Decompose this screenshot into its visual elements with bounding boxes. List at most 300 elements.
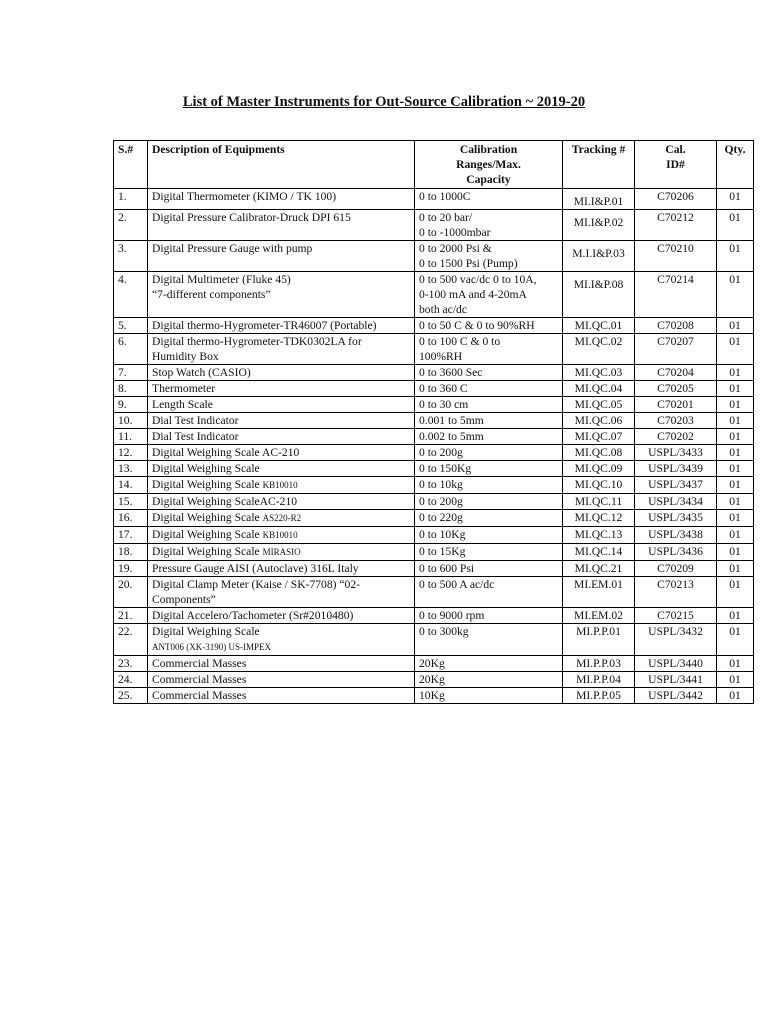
description-line <box>152 688 410 703</box>
table-row <box>114 429 754 445</box>
cell-description <box>148 334 415 365</box>
table-row <box>114 608 754 624</box>
table-row <box>114 413 754 429</box>
cell-tracking: MI.EM.01 <box>563 577 635 608</box>
document-title: List of Master Instruments for Out-Source Calibration ~ 2019-20 <box>182 94 586 110</box>
cell-calibration-range <box>415 494 563 510</box>
description-line-2-text: Components” <box>152 593 216 606</box>
cell-sn: 2. <box>114 210 148 241</box>
description-text: Digital Thermometer (KIMO / TK 100) <box>152 190 337 203</box>
cell-tracking: MI.QC.21 <box>563 561 635 577</box>
description-text: Dial Test Indicator <box>152 430 239 443</box>
cell-qty: 01 <box>717 241 754 272</box>
cell-tracking: MI.EM.02 <box>563 608 635 624</box>
cell-qty: 01 <box>717 461 754 477</box>
cell-description <box>148 210 415 241</box>
cell-calibration-range <box>415 334 563 365</box>
table-row <box>114 397 754 413</box>
cell-cal-id: C70212 <box>635 210 717 241</box>
description-line-2-text: “7-different components” <box>152 288 271 301</box>
range-line-1 <box>419 334 558 349</box>
cell-description <box>148 656 415 672</box>
cell-tracking: MI.QC.09 <box>563 461 635 477</box>
cell-qty: 01 <box>717 656 754 672</box>
cell-qty: 01 <box>717 624 754 656</box>
cell-calibration-range <box>415 544 563 561</box>
cell-sn: 4. <box>114 272 148 318</box>
cell-sn: 11. <box>114 429 148 445</box>
cell-cal-id: C70204 <box>635 365 717 381</box>
instruments-table <box>113 140 754 704</box>
cell-sn: 12. <box>114 445 148 461</box>
cell-calibration-range <box>415 241 563 272</box>
description-text: Digital Pressure Calibrator-Druck DPI 615 <box>152 211 351 224</box>
range-line-1-text: 0 to 360 C <box>419 382 468 395</box>
cell-description <box>148 494 415 510</box>
cell-tracking: MI.QC.13 <box>563 527 635 544</box>
table-body <box>114 189 754 704</box>
range-line-1-text: 0 to 150Kg <box>419 462 472 475</box>
description-line <box>152 210 410 225</box>
cell-tracking: MI.QC.08 <box>563 445 635 461</box>
cell-tracking: MI.QC.06 <box>563 413 635 429</box>
cell-cal-id: USPL/3438 <box>635 527 717 544</box>
description-text: Stop Watch (CASIO) <box>152 366 251 379</box>
description-line <box>152 577 410 592</box>
table-row <box>114 334 754 365</box>
cell-qty: 01 <box>717 688 754 704</box>
range-line-1-text: 0 to 500 A ac/dc <box>419 578 495 591</box>
table-row <box>114 461 754 477</box>
cell-cal-id: USPL/3434 <box>635 494 717 510</box>
cell-description <box>148 561 415 577</box>
table-row <box>114 624 754 656</box>
description-line <box>152 381 410 396</box>
range-line-1 <box>419 210 558 225</box>
description-model: AS220-R2 <box>262 513 302 523</box>
range-line-1 <box>419 413 558 428</box>
description-text: Digital thermo-Hygrometer-TR46007 (Portable) <box>152 319 377 332</box>
cell-sn: 9. <box>114 397 148 413</box>
cell-cal-id: C70203 <box>635 413 717 429</box>
cell-sn: 20. <box>114 577 148 608</box>
cell-description <box>148 577 415 608</box>
cell-description <box>148 445 415 461</box>
table-row <box>114 510 754 527</box>
header-cal-line2: ID# <box>666 158 685 171</box>
range-line-1-text: 0 to 50 C & 0 to 90%RH <box>419 319 535 332</box>
description-text: Digital Clamp Meter (Kaise / SK-7708) “02- <box>152 578 360 591</box>
range-line-1 <box>419 189 558 204</box>
description-text: Digital Multimeter (Fluke 45) <box>152 273 291 286</box>
cell-sn: 3. <box>114 241 148 272</box>
range-line-1-text: 0 to 200g <box>419 446 463 459</box>
cell-description <box>148 527 415 544</box>
cell-description <box>148 272 415 318</box>
table-row <box>114 445 754 461</box>
table-row <box>114 318 754 334</box>
description-line <box>152 561 410 576</box>
cell-qty: 01 <box>717 544 754 561</box>
cell-calibration-range <box>415 477 563 494</box>
description-line-2-text: ANT006 (XK-3190) US-IMPEX <box>152 642 271 652</box>
cell-cal-id: USPL/3440 <box>635 656 717 672</box>
cell-description <box>148 318 415 334</box>
cell-cal-id: C70201 <box>635 397 717 413</box>
range-line-1 <box>419 494 558 509</box>
description-line <box>152 365 410 380</box>
table-row <box>114 477 754 494</box>
range-line-3-text: both ac/dc <box>419 303 467 316</box>
range-line-2-text: 0 to 1500 Psi (Pump) <box>419 257 518 270</box>
range-line-1-text: 0.001 to 5mm <box>419 414 484 427</box>
cell-calibration-range <box>415 318 563 334</box>
cell-cal-id: C70208 <box>635 318 717 334</box>
description-text: Digital Weighing Scale AC-210 <box>152 446 300 459</box>
cell-qty: 01 <box>717 189 754 210</box>
cell-description <box>148 510 415 527</box>
range-line-1 <box>419 445 558 460</box>
range-line-1-text: 0 to 300kg <box>419 625 469 638</box>
cell-description <box>148 544 415 561</box>
cell-calibration-range <box>415 510 563 527</box>
description-model: MIRASIO <box>262 547 301 557</box>
range-line-1 <box>419 365 558 380</box>
cell-tracking: MI.QC.11 <box>563 494 635 510</box>
header-cal-id <box>635 141 717 189</box>
range-line-1-text: 0 to 3600 Sec <box>419 366 483 379</box>
description-line <box>152 318 410 333</box>
cell-sn: 1. <box>114 189 148 210</box>
range-line-1-text: 0 to 20 bar/ <box>419 211 473 224</box>
cell-qty: 01 <box>717 608 754 624</box>
cell-qty: 01 <box>717 429 754 445</box>
description-line <box>152 656 410 671</box>
range-line-1-text: 0 to 500 vac/dc 0 to 10A, <box>419 273 537 286</box>
cell-tracking: MI.QC.07 <box>563 429 635 445</box>
range-line-1-text: 0 to 200g <box>419 495 463 508</box>
cell-sn: 5. <box>114 318 148 334</box>
cell-calibration-range <box>415 413 563 429</box>
description-line <box>152 461 410 476</box>
cell-tracking: MI.QC.02 <box>563 334 635 365</box>
description-line <box>152 334 410 349</box>
range-line-1-text: 0 to 1000C <box>419 190 471 203</box>
cell-calibration-range <box>415 624 563 656</box>
cell-sn: 17. <box>114 527 148 544</box>
range-line-1-text: 0 to 220g <box>419 511 463 524</box>
range-line-1 <box>419 688 558 703</box>
cell-qty: 01 <box>717 210 754 241</box>
table-row <box>114 241 754 272</box>
header-range-line1: Calibration <box>459 143 518 156</box>
cell-sn: 18. <box>114 544 148 561</box>
description-line <box>152 429 410 444</box>
range-line-1-text: 0 to 2000 Psi & <box>419 242 492 255</box>
cell-qty: 01 <box>717 334 754 365</box>
cell-qty: 01 <box>717 318 754 334</box>
table-row <box>114 189 754 210</box>
description-line <box>152 544 410 560</box>
cell-cal-id: USPL/3439 <box>635 461 717 477</box>
cell-cal-id: C70214 <box>635 272 717 318</box>
cell-cal-id: USPL/3433 <box>635 445 717 461</box>
cell-calibration-range <box>415 429 563 445</box>
range-line-2 <box>419 225 558 240</box>
range-line-1 <box>419 608 558 623</box>
cell-cal-id: USPL/3436 <box>635 544 717 561</box>
cell-qty: 01 <box>717 445 754 461</box>
cell-qty: 01 <box>717 527 754 544</box>
cell-cal-id: USPL/3442 <box>635 688 717 704</box>
cell-cal-id: USPL/3435 <box>635 510 717 527</box>
description-line <box>152 272 410 287</box>
description-text: Pressure Gauge AISI (Autoclave) 316L Italy <box>152 562 359 575</box>
cell-calibration-range <box>415 210 563 241</box>
description-text: Digital Weighing Scale <box>152 545 263 558</box>
description-text: Digital Weighing Scale <box>152 478 263 491</box>
cell-cal-id: USPL/3437 <box>635 477 717 494</box>
cell-description <box>148 241 415 272</box>
range-line-1 <box>419 656 558 671</box>
range-line-1-text: 0 to 10Kg <box>419 528 466 541</box>
range-line-1-text: 0 to 30 cm <box>419 398 469 411</box>
cell-qty: 01 <box>717 272 754 318</box>
table-row <box>114 688 754 704</box>
cell-description <box>148 429 415 445</box>
description-line <box>152 413 410 428</box>
cell-calibration-range <box>415 445 563 461</box>
range-line-2-text: 0 to -1000mbar <box>419 226 491 239</box>
cell-calibration-range <box>415 365 563 381</box>
range-line-1-text: 0 to 600 Psi <box>419 562 475 575</box>
header-range-line3: Capacity <box>466 173 511 186</box>
range-line-1 <box>419 461 558 476</box>
description-line <box>152 494 410 509</box>
cell-qty: 01 <box>717 561 754 577</box>
range-line-1 <box>419 510 558 525</box>
cell-qty: 01 <box>717 381 754 397</box>
header-qty: Qty. <box>717 141 754 189</box>
description-text: Digital Weighing Scale <box>152 625 260 638</box>
description-line <box>152 189 410 204</box>
cell-qty: 01 <box>717 510 754 527</box>
cell-sn: 14. <box>114 477 148 494</box>
cell-calibration-range <box>415 656 563 672</box>
cell-description <box>148 461 415 477</box>
description-line-2 <box>152 349 410 364</box>
cell-tracking: MI.QC.01 <box>563 318 635 334</box>
cell-cal-id: USPL/3441 <box>635 672 717 688</box>
range-line-1 <box>419 544 558 559</box>
range-line-1-text: 20Kg <box>419 673 445 686</box>
cell-description <box>148 381 415 397</box>
header-calibration-range <box>415 141 563 189</box>
table-row <box>114 656 754 672</box>
table-row <box>114 210 754 241</box>
description-line <box>152 241 410 256</box>
table-row <box>114 672 754 688</box>
description-line <box>152 527 410 543</box>
range-line-2-text: 0-100 mA and 4-20mA <box>419 288 527 301</box>
range-line-1 <box>419 527 558 542</box>
table-row <box>114 272 754 318</box>
cell-sn: 7. <box>114 365 148 381</box>
description-line <box>152 477 410 493</box>
range-line-1 <box>419 429 558 444</box>
range-line-1 <box>419 381 558 396</box>
range-line-1 <box>419 272 558 287</box>
cell-tracking: MI.P.P.03 <box>563 656 635 672</box>
cell-tracking: M.I.I&P.03 <box>563 241 635 272</box>
cell-calibration-range <box>415 397 563 413</box>
description-text: Dial Test Indicator <box>152 414 239 427</box>
description-text: Digital Weighing Scale <box>152 462 260 475</box>
table-row <box>114 577 754 608</box>
description-text: Digital Weighing Scale <box>152 511 263 524</box>
table-row <box>114 365 754 381</box>
cell-sn: 8. <box>114 381 148 397</box>
header-cal-line1: Cal. <box>665 143 686 156</box>
description-text: Commercial Masses <box>152 689 247 702</box>
description-text: Digital Weighing Scale <box>152 528 263 541</box>
range-line-1 <box>419 241 558 256</box>
cell-qty: 01 <box>717 672 754 688</box>
range-line-1-text: 0 to 100 C & 0 to <box>419 335 501 348</box>
description-line-2 <box>152 592 410 607</box>
cell-tracking: MI.P.P.04 <box>563 672 635 688</box>
cell-qty: 01 <box>717 397 754 413</box>
cell-description <box>148 672 415 688</box>
description-text: Digital Weighing ScaleAC-210 <box>152 495 298 508</box>
cell-cal-id: USPL/3432 <box>635 624 717 656</box>
cell-cal-id: C70210 <box>635 241 717 272</box>
cell-cal-id: C70202 <box>635 429 717 445</box>
cell-description <box>148 477 415 494</box>
range-line-1-text: 0 to 10kg <box>419 478 463 491</box>
cell-description <box>148 397 415 413</box>
description-line <box>152 510 410 526</box>
cell-cal-id: C70213 <box>635 577 717 608</box>
range-line-1-text: 10Kg <box>419 689 445 702</box>
cell-tracking: MI.QC.14 <box>563 544 635 561</box>
cell-tracking: MI.P.P.01 <box>563 624 635 656</box>
cell-tracking: MI.I&P.02 <box>563 210 635 241</box>
cell-qty: 01 <box>717 365 754 381</box>
description-text: Thermometer <box>152 382 216 395</box>
description-text: Digital Accelero/Tachometer (Sr#2010480) <box>152 609 354 622</box>
header-description: Description of Equipments <box>148 141 415 189</box>
description-line <box>152 397 410 412</box>
range-line-1 <box>419 577 558 592</box>
cell-sn: 22. <box>114 624 148 656</box>
table-row <box>114 561 754 577</box>
cell-description <box>148 365 415 381</box>
cell-calibration-range <box>415 577 563 608</box>
cell-calibration-range <box>415 608 563 624</box>
cell-qty: 01 <box>717 494 754 510</box>
description-line <box>152 624 410 639</box>
range-line-3 <box>419 302 558 317</box>
header-range-line2: Ranges/Max. <box>456 158 521 171</box>
cell-description <box>148 688 415 704</box>
cell-description <box>148 189 415 210</box>
cell-sn: 21. <box>114 608 148 624</box>
range-line-1-text: 0 to 9000 rpm <box>419 609 485 622</box>
range-line-1 <box>419 397 558 412</box>
cell-tracking: MI.QC.05 <box>563 397 635 413</box>
cell-tracking: MI.I&P.01 <box>563 189 635 210</box>
cell-cal-id: C70205 <box>635 381 717 397</box>
description-text: Digital thermo-Hygrometer-TDK0302LA for <box>152 335 362 348</box>
cell-sn: 6. <box>114 334 148 365</box>
range-line-2 <box>419 256 558 271</box>
cell-tracking: MI.QC.03 <box>563 365 635 381</box>
range-line-2 <box>419 287 558 302</box>
range-line-1 <box>419 477 558 492</box>
table-row <box>114 494 754 510</box>
range-line-2-text: 100%RH <box>419 350 463 363</box>
cell-sn: 24. <box>114 672 148 688</box>
cell-calibration-range <box>415 461 563 477</box>
description-line-2 <box>152 639 410 655</box>
description-line-2-text: Humidity Box <box>152 350 219 363</box>
cell-tracking: MI.QC.10 <box>563 477 635 494</box>
cell-sn: 23. <box>114 656 148 672</box>
range-line-1-text: 20Kg <box>419 657 445 670</box>
cell-sn: 13. <box>114 461 148 477</box>
cell-calibration-range <box>415 381 563 397</box>
cell-description <box>148 413 415 429</box>
range-line-1-text: 0 to 15Kg <box>419 545 466 558</box>
description-text: Length Scale <box>152 398 213 411</box>
range-line-2 <box>419 349 558 364</box>
range-line-1 <box>419 624 558 639</box>
cell-calibration-range <box>415 688 563 704</box>
cell-calibration-range <box>415 189 563 210</box>
cell-sn: 10. <box>114 413 148 429</box>
table-row <box>114 544 754 561</box>
table-header-row <box>114 141 754 189</box>
range-line-1-text: 0.002 to 5mm <box>419 430 484 443</box>
cell-calibration-range <box>415 272 563 318</box>
cell-description <box>148 624 415 656</box>
header-sn: S.# <box>114 141 148 189</box>
cell-tracking: MI.P.P.05 <box>563 688 635 704</box>
range-line-1 <box>419 672 558 687</box>
cell-tracking: MI.QC.12 <box>563 510 635 527</box>
cell-cal-id: C70215 <box>635 608 717 624</box>
description-text: Commercial Masses <box>152 657 247 670</box>
range-line-1 <box>419 318 558 333</box>
cell-qty: 01 <box>717 577 754 608</box>
cell-sn: 19. <box>114 561 148 577</box>
cell-sn: 15. <box>114 494 148 510</box>
range-line-1 <box>419 561 558 576</box>
description-model: KB10010 <box>262 480 298 490</box>
cell-cal-id: C70207 <box>635 334 717 365</box>
cell-calibration-range <box>415 527 563 544</box>
cell-calibration-range <box>415 672 563 688</box>
description-text: Digital Pressure Gauge with pump <box>152 242 313 255</box>
cell-description <box>148 608 415 624</box>
cell-sn: 16. <box>114 510 148 527</box>
description-model: KB10010 <box>262 530 298 540</box>
cell-qty: 01 <box>717 477 754 494</box>
cell-tracking: MI.QC.04 <box>563 381 635 397</box>
cell-sn: 25. <box>114 688 148 704</box>
description-line <box>152 608 410 623</box>
